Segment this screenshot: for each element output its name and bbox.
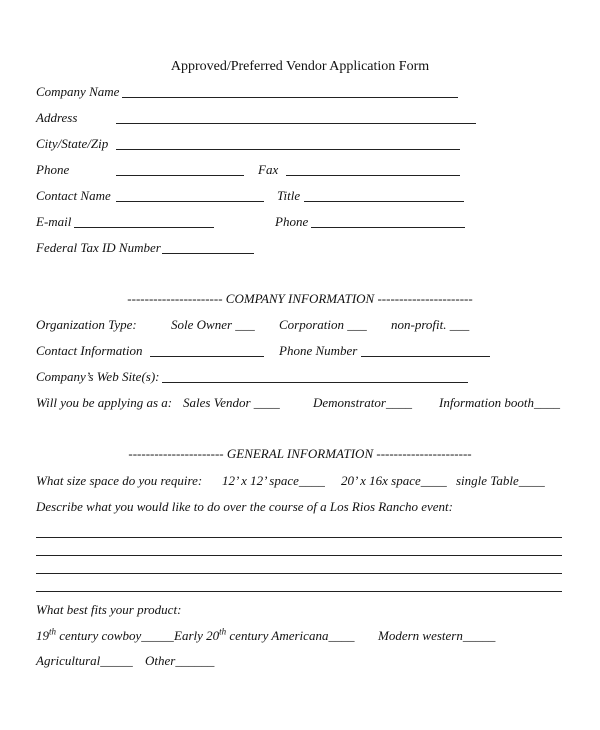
size-12-option[interactable]: 12’ x 12’ space____ [222, 473, 325, 488]
cowboy-option[interactable] [36, 628, 174, 644]
phone-label: Phone [36, 162, 70, 177]
org-type-label: Organization Type: [36, 317, 137, 332]
city-state-zip-field[interactable] [116, 149, 460, 150]
size-question-label: What size space do you require: [36, 473, 203, 488]
contact-information-label: Contact Information [36, 343, 143, 358]
form-title: Approved/Preferred Vendor Application Form [170, 59, 430, 74]
non-profit-option[interactable]: non-profit. ___ [391, 317, 470, 332]
email-label: E-mail [36, 214, 72, 229]
federal-tax-id-label: Federal Tax ID Number [36, 240, 161, 255]
web-sites-field[interactable] [162, 382, 468, 383]
modern-western-option[interactable]: Modern western_____ [378, 628, 496, 643]
title-label: Title [277, 188, 301, 203]
phone2-label: Phone [275, 214, 309, 229]
phone2-field[interactable] [311, 227, 465, 228]
size-20-option[interactable]: 20’ x 16x space____ [341, 473, 447, 488]
fax-label: Fax [258, 162, 279, 177]
email-field[interactable] [74, 227, 214, 228]
web-sites-label: Company’s Web Site(s): [36, 369, 160, 384]
phone-number-field[interactable] [361, 356, 490, 357]
cowboy-suffix: th [49, 626, 57, 637]
demonstrator-option[interactable]: Demonstrator____ [313, 395, 412, 410]
americana-text: century Americana____ [226, 628, 355, 643]
cowboy-text: century cowboy_____ [56, 628, 174, 643]
contact-name-label: Contact Name [36, 188, 111, 203]
phone-number-label: Phone Number [279, 343, 358, 358]
address-field[interactable] [116, 123, 476, 124]
contact-name-field[interactable] [116, 201, 264, 202]
product-question-label: What best fits your product: [36, 602, 182, 617]
phone-field[interactable] [116, 175, 244, 176]
general-info-heading: ---------------------- GENERAL INFORMATION ---------------------- [128, 446, 472, 461]
describe-line-3[interactable] [36, 573, 562, 574]
americana-suffix: th [219, 626, 227, 637]
contact-information-field[interactable] [150, 356, 264, 357]
describe-label: Describe what you would like to do over the course of a Los Rios Rancho event: [36, 499, 454, 514]
describe-line-4[interactable] [36, 591, 562, 592]
sales-vendor-option[interactable]: Sales Vendor ____ [183, 395, 280, 410]
agricultural-option[interactable]: Agricultural_____ [36, 653, 133, 668]
company-name-label: Company Name [36, 84, 120, 99]
single-table-option[interactable]: single Table____ [456, 473, 545, 488]
describe-line-2[interactable] [36, 555, 562, 556]
title-field[interactable] [304, 201, 464, 202]
describe-line-1[interactable] [36, 537, 562, 538]
corporation-option[interactable]: Corporation ___ [279, 317, 367, 332]
information-booth-option[interactable]: Information booth____ [439, 395, 560, 410]
americana-option[interactable] [174, 628, 354, 644]
other-option[interactable]: Other______ [145, 653, 215, 668]
company-name-field[interactable] [122, 97, 458, 98]
fax-field[interactable] [286, 175, 460, 176]
cowboy-number: 19 [36, 628, 49, 643]
federal-tax-id-field[interactable] [162, 253, 254, 254]
company-info-heading: ---------------------- COMPANY INFORMATION ---------------------- [127, 291, 473, 306]
applying-as-label: Will you be applying as a: [36, 395, 173, 410]
address-label: Address [36, 110, 78, 125]
city-state-zip-label: City/State/Zip [36, 136, 109, 151]
americana-prefix: Early 20 [174, 628, 220, 643]
sole-owner-option[interactable]: Sole Owner ___ [171, 317, 255, 332]
